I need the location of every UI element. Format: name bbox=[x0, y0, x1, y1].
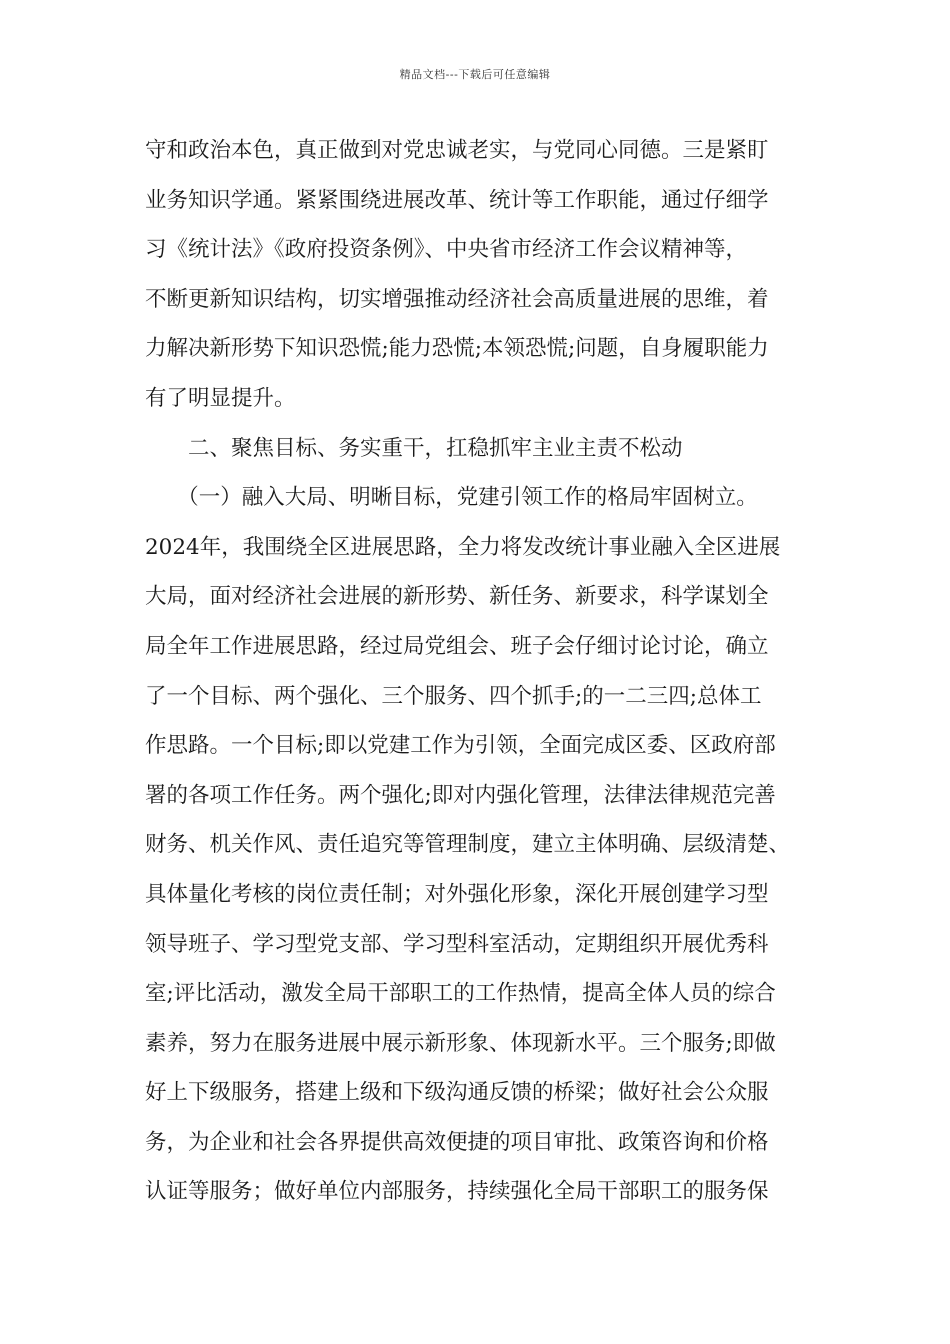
text-line: 领导班子、学习型党支部、学习型科室活动，定期组织开展优秀科 bbox=[145, 931, 769, 957]
text-line: 具体量化考核的岗位责任制；对外强化形象，深化开展创建学习型 bbox=[145, 881, 769, 907]
text-line: 有了明显提升。 bbox=[145, 385, 296, 411]
text-line: 力解决新形势下知识恐慌;能力恐慌;本领恐慌;问题，自身履职能力 bbox=[145, 336, 769, 362]
document-body bbox=[145, 126, 825, 1217]
text-line: 大局，面对经济社会进展的新形势、新任务、新要求，科学谋划全 bbox=[145, 584, 769, 610]
subsection-heading: （一）融入大局、明晰目标，党建引领工作的格局牢固树立。 bbox=[145, 485, 758, 511]
text-line: 务，为企业和社会各界提供高效便捷的项目审批、政策咨询和价格 bbox=[145, 1129, 769, 1155]
text-line: 作思路。一个目标;即以党建工作为引领，全面完成区委、区政府部 bbox=[145, 733, 776, 759]
text-line: 好上下级服务，搭建上级和下级沟通反馈的桥梁；做好社会公众服 bbox=[145, 1080, 769, 1106]
text-line: 认证等服务；做好单位内部服务，持续强化全局干部职工的服务保 bbox=[145, 1179, 769, 1205]
text-line: 守和政治本色，真正做到对党忠诚老实，与党同心同德。三是紧盯 bbox=[145, 138, 769, 163]
section-heading: 二、聚焦目标、务实重干，扛稳抓牢主业主责不松动 bbox=[145, 435, 683, 461]
text-line: 室;评比活动，激发全局干部职工的工作热情，提高全体人员的综合 bbox=[145, 981, 776, 1007]
text-line: 不断更新知识结构，切实增强推动经济社会高质量进展的思维，着 bbox=[145, 286, 769, 312]
text-line: 署的各项工作任务。两个强化;即对内强化管理，法律法律规范完善 bbox=[145, 782, 776, 808]
text-line: 财务、机关作风、责任追究等管理制度，建立主体明确、层级清楚、 bbox=[145, 832, 791, 858]
text-line: 习《统计法》《政府投资条例》、中央省市经济工作会议精神等， bbox=[145, 237, 748, 263]
text-line: 局全年工作进展思路，经过局党组会、班子会仔细讨论讨论，确立 bbox=[145, 633, 769, 659]
text-line: 了一个目标、两个强化、三个服务、四个抓手;的一二三四;总体工 bbox=[145, 683, 762, 709]
page-header: 精品文档---下载后可任意编辑 bbox=[399, 68, 551, 81]
text-line: 素养，努力在服务进展中展示新形象、体现新水平。三个服务;即做 bbox=[145, 1030, 776, 1056]
text-line: 2024年，我围绕全区进展思路，全力将发改统计事业融入全区进展 bbox=[145, 534, 781, 560]
text-line: 业务知识学通。紧紧围绕进展改革、统计等工作职能，通过仔细学 bbox=[145, 187, 769, 213]
